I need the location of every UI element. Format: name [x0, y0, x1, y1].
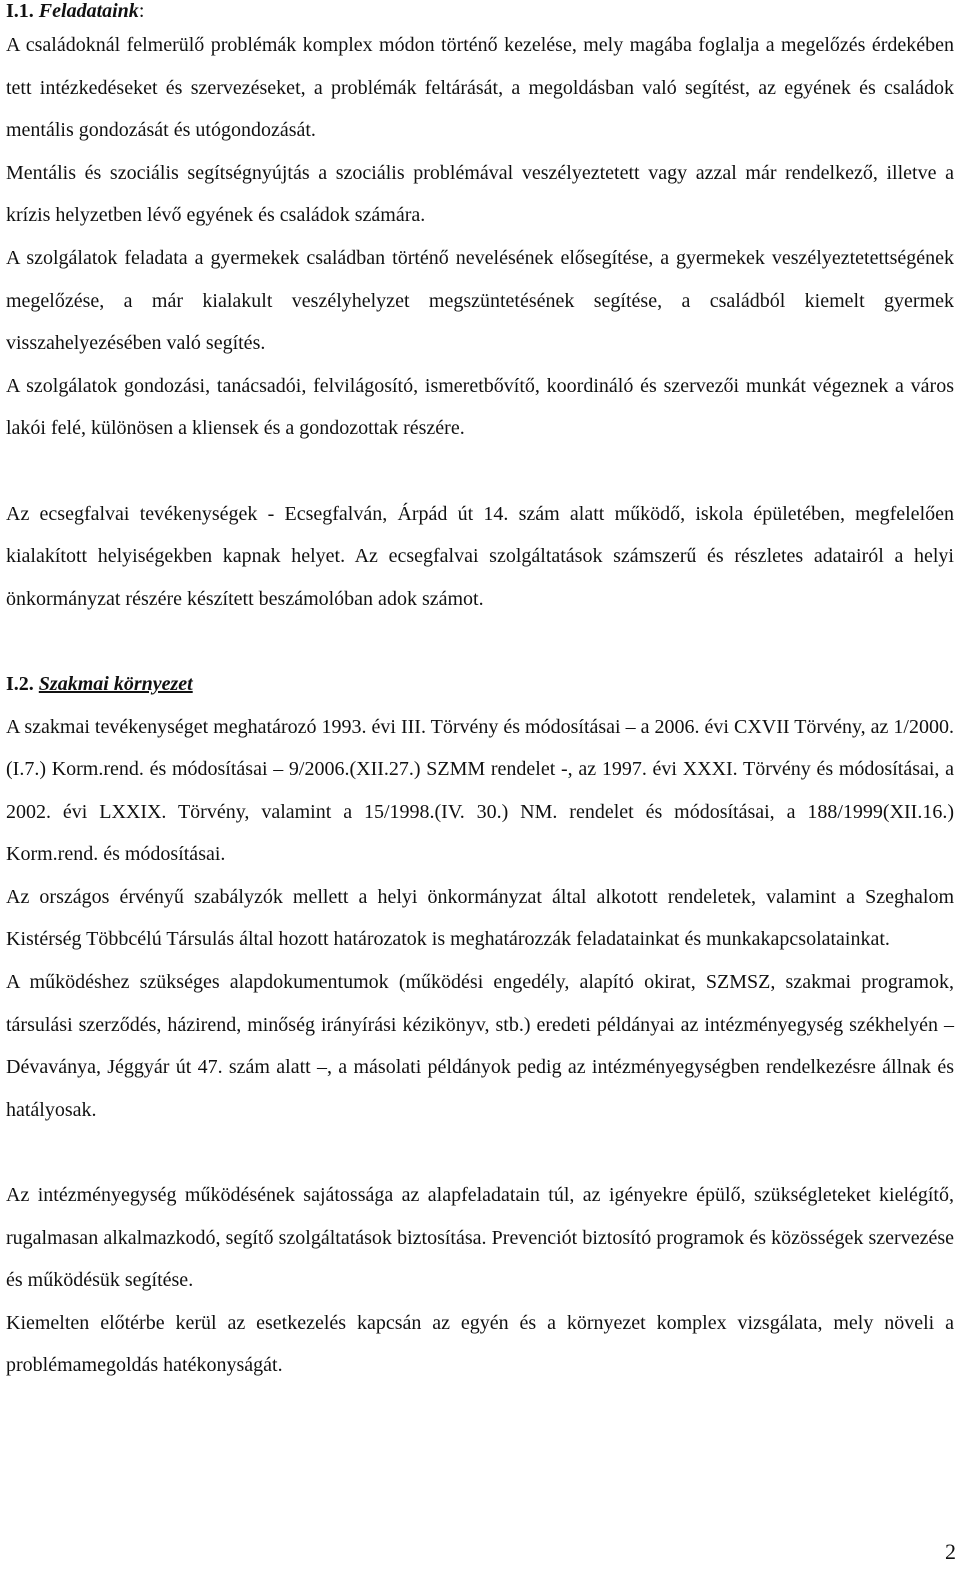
section-number: I.1.: [6, 0, 34, 22]
blank-line: [6, 450, 954, 493]
paragraph: A szolgálatok gondozási, tanácsadói, felvilágosító, ismeretbővítő, koordináló és szervezői munkát végeznek a város lakói felé, különösen a kliensek és a gondozottak részére.: [6, 374, 954, 440]
subsection-title: Szakmai környezet: [38, 672, 193, 695]
paragraph: Mentális és szociális segítségnyújtás a szociális problémával veszélyeztetett vagy azzal már rendelkező, illetve a krízis helyzetben lévő egyének és családok számára.: [6, 161, 954, 227]
blank-line: [6, 620, 954, 663]
blank-line: [6, 1131, 954, 1174]
paragraph: A családoknál felmerülő problémák komplex módon történő kezelése, mely magába foglalja a megelőzés érdekében tett intézkedéseket és szervezéseket, a problémák feltárását, a megoldásban való segítést, az egyének és családok mentális gondozását és utógondozását.: [6, 34, 954, 142]
paragraph: Az ecsegfalvai tevékenységek - Ecsegfalván, Árpád út 14. szám alatt működő, iskola épületében, megfelelően kialakított helyiségekben kapnak helyet. Az ecsegfalvai szolgáltatások számszerű és részletes adatairól a helyi önkormányzat részére készített beszámolóban adok számot.: [6, 502, 954, 610]
paragraph: Az országos érvényű szabályzók mellett a helyi önkormányzat által alkotott rendeletek, valamint a Szeghalom Kistérség Többcélú Társulás által hozott határozatok is meghatározzák feladatainkat és munkakapcsolatainkat.: [6, 885, 954, 951]
paragraph: Kiemelten előtérbe kerül az esetkezelés kapcsán az egyén és a környezet komplex vizsgálata, mely növeli a problémamegoldás hatékonyságát.: [6, 1311, 954, 1377]
section-title: Feladataink: [38, 0, 139, 22]
paragraph: Az intézményegység működésének sajátossága az alapfeladatain túl, az igényekre épülő, szükségleteket kielégítő, rugalmasan alkalmazkodó, segítő szolgáltatások biztosítása. Prevenciót biztosító programok és közösségek szervezése és működésük segítése.: [6, 1184, 954, 1292]
paragraph: A szolgálatok feladata a gyermekek családban történő nevelésének elősegítése, a gyermekek veszélyeztetettségének megelőzése, a már kialakult veszélyhelyzet megszüntetésének segítése, a családból kiemelt gyermek visszahelyezésében való segítés.: [6, 246, 954, 355]
page-number: 2: [945, 1539, 956, 1564]
section-heading: [6, 0, 954, 24]
subsection-number: I.2.: [6, 672, 34, 695]
paragraph: A szakmai tevékenységet meghatározó 1993. évi III. Törvény és módosításai – a 2006. évi CXVII Törvény, az 1/2000.(I.7.) Korm.rend. és módosításai – 9/2006.(XII.27.) SZMM rendelet -, az 1997. évi XXXI. Törvény és módosításai, a 2002. évi LXXIX. Törvény, valamint a 15/1998.(IV. 30.) NM. rendelet és módosításai, a 188/1999(XII.16.) Korm.rend. és módosításai.: [6, 715, 954, 866]
document-page: [6, 0, 954, 1387]
paragraph: A működéshez szükséges alapdokumentumok (működési engedély, alapító okirat, SZMSZ, szakmai programok, társulási szerződés, házirend, minőség irányírási kézikönyv, stb.) eredeti példányai az intézményegység székhelyén – Dévaványa, Jéggyár út 47. szám alatt –, a másolati példányok pedig az intézményegységben rendelkezésre állnak és hatályosak.: [6, 971, 954, 1121]
subsection-heading: [6, 663, 954, 706]
heading-colon: :: [138, 0, 145, 22]
